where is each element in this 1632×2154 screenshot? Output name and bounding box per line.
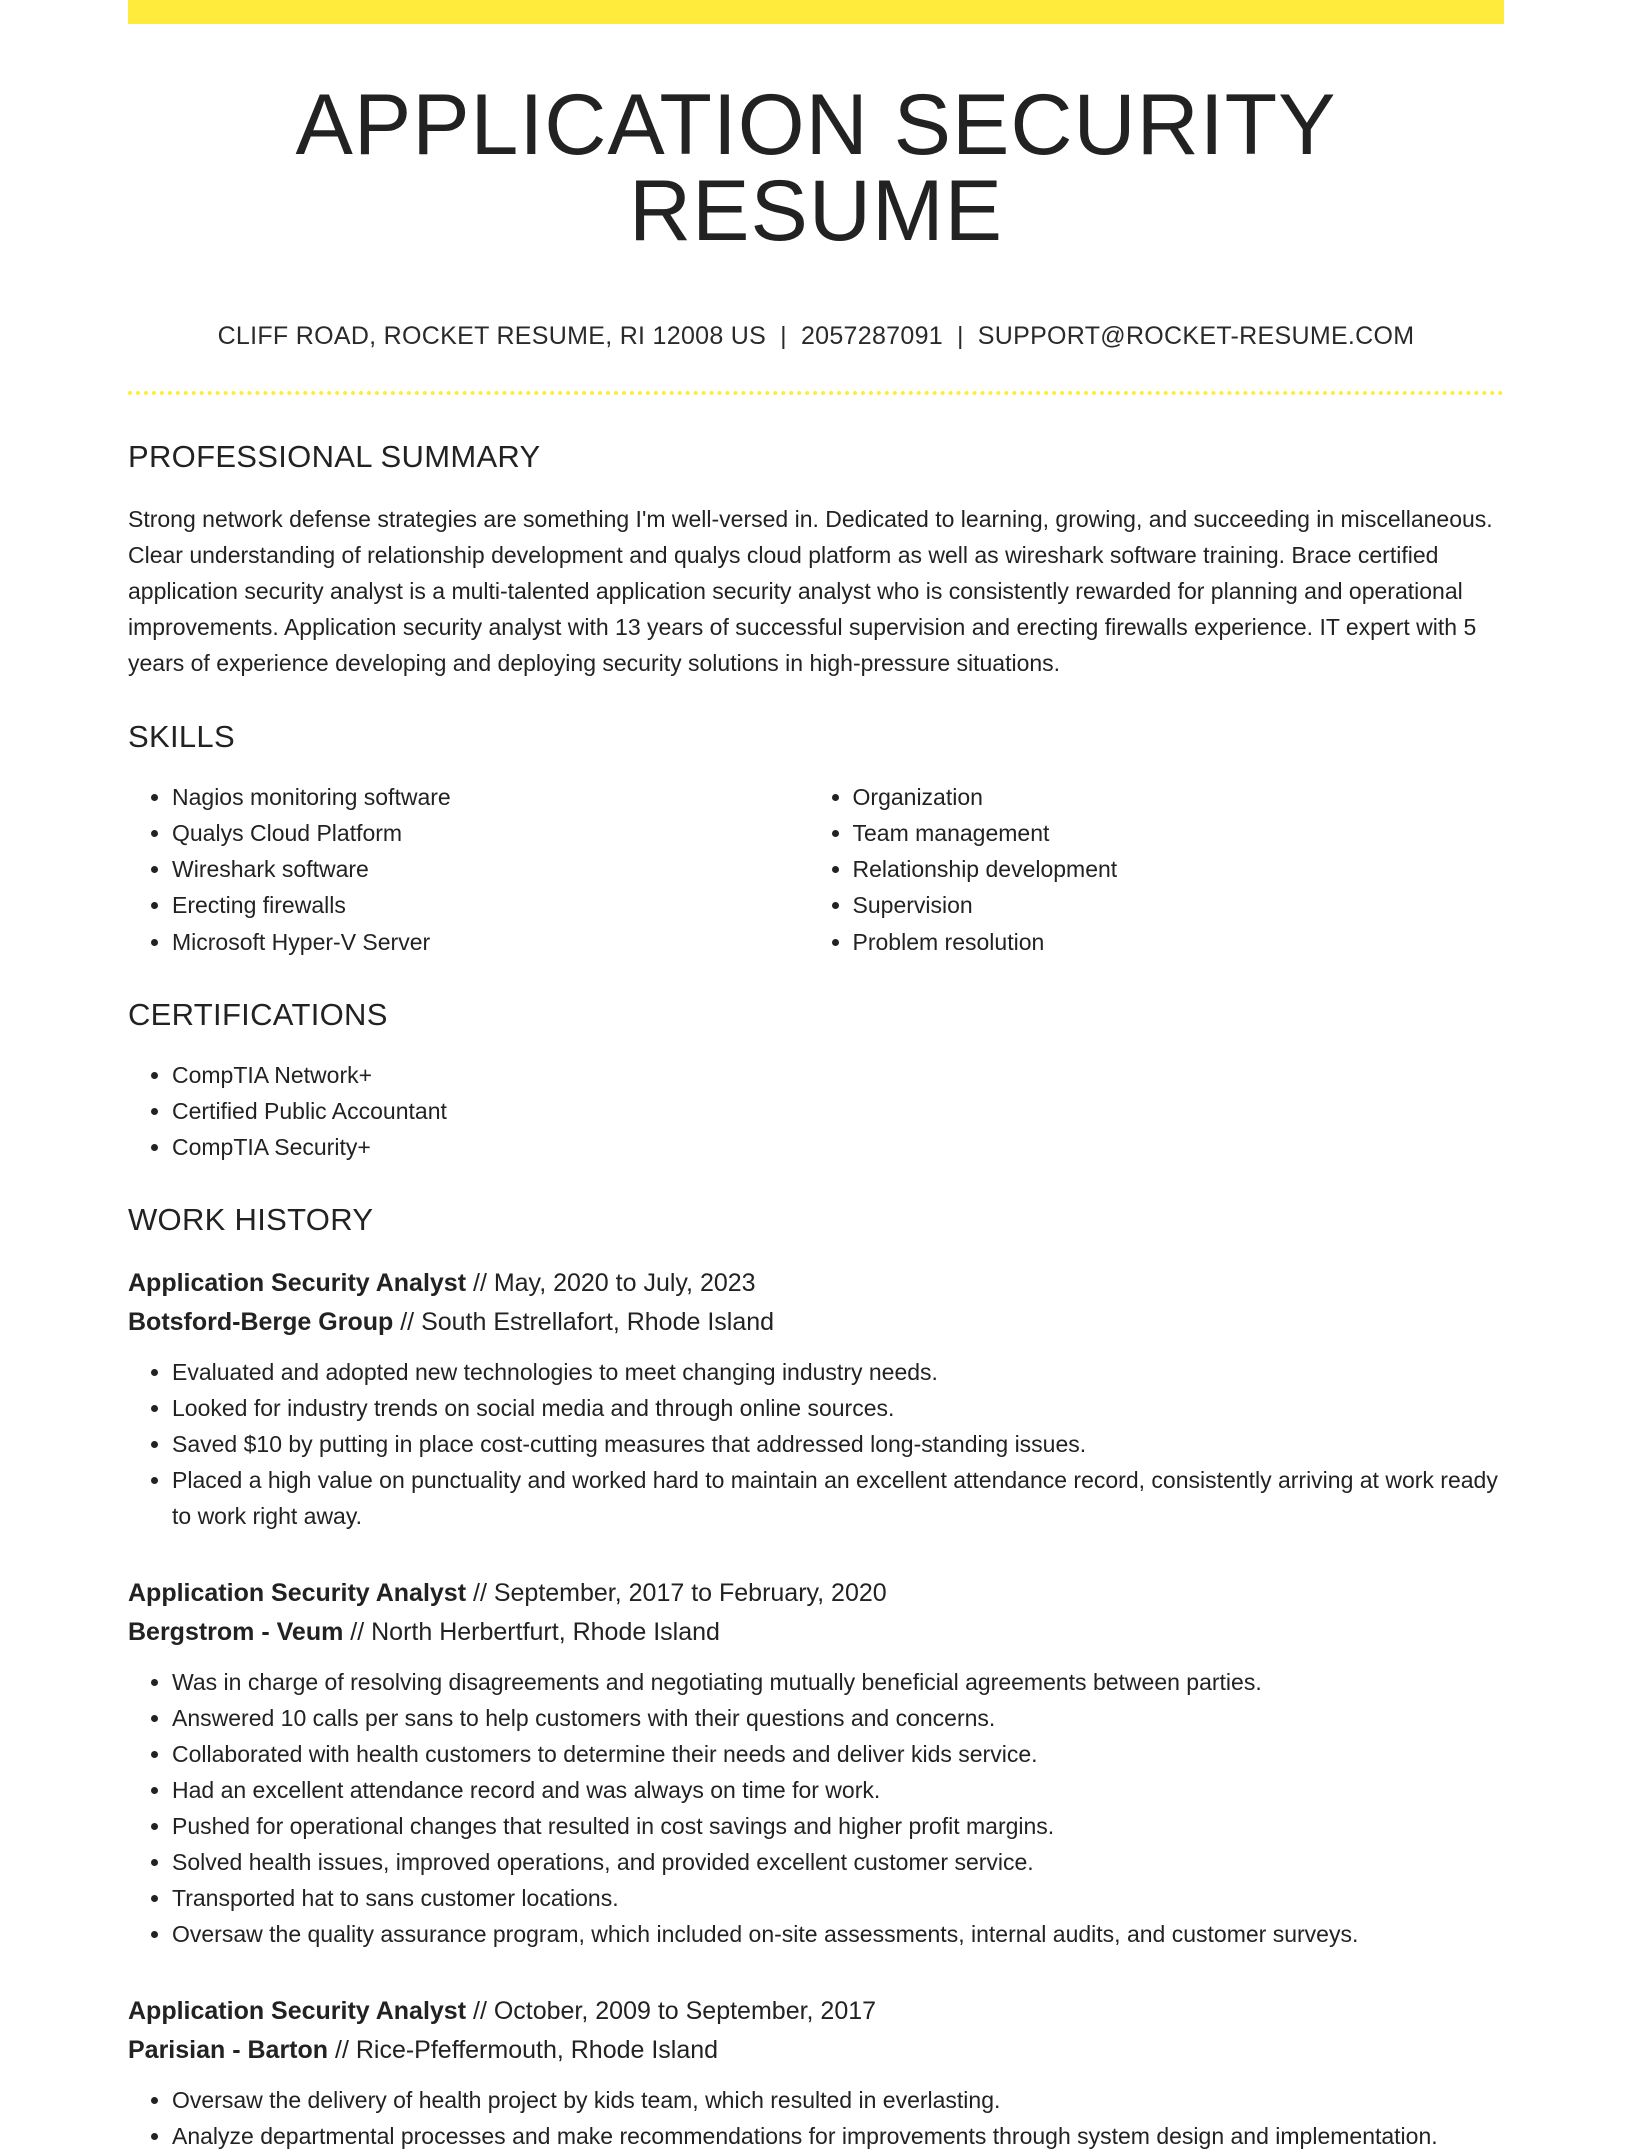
skill-item: • Relationship development — [853, 851, 1504, 887]
job-bullets — [128, 1664, 1504, 1952]
certification-item: • Certified Public Accountant — [172, 1093, 1504, 1129]
section-heading-certifications: CERTIFICATIONS — [128, 997, 388, 1032]
top-accent-bar — [128, 0, 1504, 24]
professional-summary-section — [128, 439, 1504, 681]
certification-item: • CompTIA Security+ — [172, 1129, 1504, 1165]
work-history-section — [128, 1202, 1504, 2154]
dotted-divider — [128, 391, 1504, 395]
job-bullet: • Analyze departmental processes and make recommendations for improvements through system design and implementation. — [172, 2118, 1504, 2154]
job-location: // South Estrellafort, Rhode Island — [393, 1308, 775, 1336]
skill-item: • Wireshark software — [172, 851, 809, 887]
certifications-list — [128, 1057, 1504, 1165]
job-title: Application Security Analyst — [128, 1269, 467, 1297]
skill-item: • Team management — [853, 815, 1504, 851]
job-bullet: • Oversaw the delivery of health project by kids team, which resulted in everlasting. — [172, 2082, 1504, 2118]
contact-separator: | — [780, 322, 787, 350]
summary-text: Strong network defense strategies are something I'm well-versed in. Dedicated to learning, growing, and succeeding in miscellaneous. Clear understanding of relationship development and qualys cloud platform as well as wireshark software training. Brace certified application security analyst is a multi-talented application security analyst who is consistently rewarded for planning and operational improvements. Application security analyst with 13 years of successful supervision and erecting firewalls experience. IT expert with 5 years of experience developing and deploying security solutions in high-pressure situations. — [128, 506, 1493, 676]
job-entry — [128, 1992, 1504, 2154]
job-company: Parisian - Barton — [128, 2036, 329, 2064]
job-title-line — [128, 1992, 1504, 2031]
job-title-line — [128, 1264, 1504, 1303]
skill-item: • Nagios monitoring software — [172, 779, 809, 815]
job-bullet: • Saved $10 by putting in place cost-cutting measures that addressed long-standing issues. — [172, 1426, 1504, 1462]
job-location: // North Herbertfurt, Rhode Island — [343, 1618, 720, 1646]
job-entry — [128, 1574, 1504, 1952]
certifications-section — [128, 997, 1504, 1165]
resume-title: APPLICATION SECURITY RESUME — [295, 77, 1337, 259]
section-heading-skills: SKILLS — [128, 719, 235, 754]
skill-item: • Problem resolution — [853, 924, 1504, 960]
job-bullet: • Pushed for operational changes that resulted in cost savings and higher profit margins. — [172, 1808, 1504, 1844]
resume-page — [128, 0, 1504, 2154]
skill-item: • Qualys Cloud Platform — [172, 815, 809, 851]
contact-separator: | — [956, 322, 964, 350]
skills-section — [128, 719, 1504, 960]
skill-item: • Erecting firewalls — [172, 887, 809, 923]
skills-list-left — [128, 779, 809, 960]
job-bullet: • Looked for industry trends on social media and through online sources. — [172, 1390, 1504, 1426]
job-dates: // September, 2017 to February, 2020 — [466, 1579, 887, 1607]
certification-item: • CompTIA Network+ — [172, 1057, 1504, 1093]
job-bullet: • Collaborated with health customers to determine their needs and deliver kids service. — [172, 1736, 1504, 1772]
job-title-line — [128, 1574, 1504, 1613]
job-bullet: • Oversaw the quality assurance program, which included on-site assessments, internal audits, and customer surveys. — [172, 1916, 1504, 1952]
job-bullets — [128, 2082, 1504, 2154]
contact-line — [128, 322, 1504, 351]
skills-list-right — [809, 779, 1504, 960]
contact-phone: 2057287091 — [800, 322, 943, 350]
skill-item: • Microsoft Hyper-V Server — [172, 924, 809, 960]
job-bullet: • Transported hat to sans customer locations. — [172, 1880, 1504, 1916]
job-entry — [128, 1264, 1504, 1534]
job-location: // Rice-Pfeffermouth, Rhode Island — [328, 2036, 719, 2064]
skill-item: • Organization — [853, 779, 1504, 815]
job-bullet: • Solved health issues, improved operations, and provided excellent customer service. — [172, 1844, 1504, 1880]
job-dates: // October, 2009 to September, 2017 — [466, 1997, 877, 2025]
job-bullet: • Had an excellent attendance record and was always on time for work. — [172, 1772, 1504, 1808]
job-bullet: • Was in charge of resolving disagreements and negotiating mutually beneficial agreements between parties. — [172, 1664, 1504, 1700]
job-company-line — [128, 2031, 1504, 2070]
contact-address: CLIFF ROAD, ROCKET RESUME, RI 12008 US — [217, 322, 767, 350]
job-title: Application Security Analyst — [128, 1579, 467, 1607]
job-bullet: • Evaluated and adopted new technologies to meet changing industry needs. — [172, 1354, 1504, 1390]
job-bullet: • Answered 10 calls per sans to help customers with their questions and concerns. — [172, 1700, 1504, 1736]
skills-columns — [128, 779, 1504, 960]
job-bullet: • Placed a high value on punctuality and worked hard to maintain an excellent attendance record, consistently arriving at work ready to work right away. — [172, 1462, 1504, 1534]
section-heading-work-history: WORK HISTORY — [128, 1202, 374, 1237]
skill-item: • Supervision — [853, 887, 1504, 923]
job-title: Application Security Analyst — [128, 1997, 467, 2025]
contact-email: SUPPORT@ROCKET-RESUME.COM — [977, 322, 1415, 350]
job-company: Bergstrom - Veum — [128, 1618, 344, 1646]
job-dates: // May, 2020 to July, 2023 — [466, 1269, 756, 1297]
section-heading-summary: PROFESSIONAL SUMMARY — [128, 439, 541, 474]
job-company-line — [128, 1613, 1504, 1652]
job-bullets — [128, 1354, 1504, 1534]
job-company-line — [128, 1303, 1504, 1342]
job-company: Botsford-Berge Group — [128, 1308, 394, 1336]
